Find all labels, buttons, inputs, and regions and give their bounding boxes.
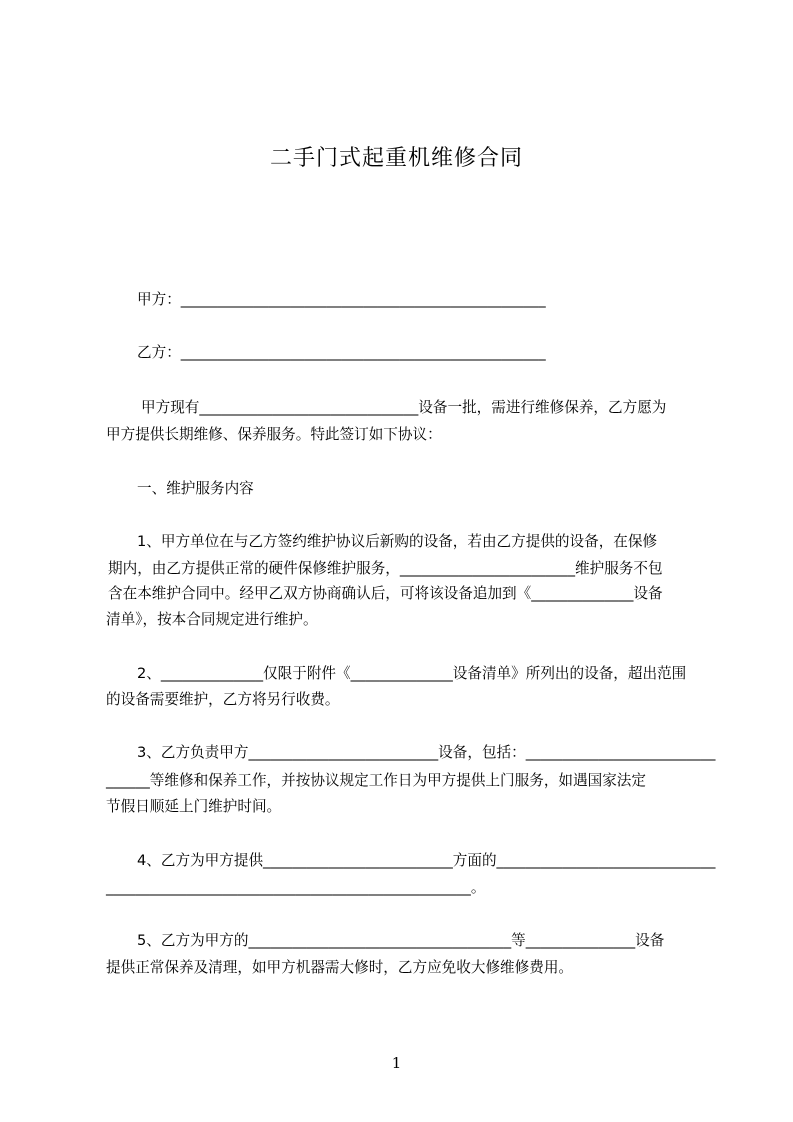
clause-3-line-1: 3、乙方负责甲方__________________________设备，包括：__________________________ [137, 744, 716, 761]
clause-2-line-2: 的设备需要维护，乙方将另行收费。 [106, 691, 340, 708]
clause-4-line-2: __________________________________________________。 [106, 879, 486, 896]
intro-line-1: 甲方现有______________________________设备一批，需进行维修保养，乙方愿为 [141, 399, 667, 416]
clause-5-line-2: 提供正常保养及清理，如甲方机器需大修时，乙方应免收大修维修费用。 [106, 959, 574, 976]
page-number: 1 [391, 1054, 402, 1072]
party-b-line: 乙方：__________________________________________________ [137, 344, 546, 361]
clause-4-line-1: 4、乙方为甲方提供__________________________方面的______________________________ [137, 852, 716, 869]
clause-2-line-1: 2、______________仅限于附件《______________设备清单》所列出的设备，超出范围 [137, 665, 687, 682]
clause-1-line-1: 1、甲方单位在与乙方签约维护协议后新购的设备，若由乙方提供的设备，在保修 [137, 533, 658, 550]
document-title: 二手门式起重机维修合同 [269, 146, 523, 171]
clause-3-line-2: ______等维修和保养工作，并按协议规定工作日为甲方提供上门服务，如遇国家法定 [106, 772, 646, 789]
clause-5-line-1: 5、乙方为甲方的____________________________________等_______________设备 [137, 932, 665, 949]
clause-1-line-2: 期内，由乙方提供正常的硬件保修维护服务，________________________维护服务不包 [108, 560, 663, 577]
clause-1-line-3: 含在本维护合同中。经甲乙双方协商确认后，可将该设备追加到《______________设备 [108, 585, 663, 602]
clause-3-line-3: 节假日顺延上门维护时间。 [106, 798, 282, 815]
section-heading: 一、维护服务内容 [137, 480, 254, 497]
clause-1-line-4: 清单》，按本合同规定进行维护。 [106, 611, 318, 628]
party-a-line: 甲方：__________________________________________________ [137, 291, 546, 308]
intro-line-2: 甲方提供长期维修、保养服务。特此签订如下协议： [106, 426, 442, 443]
